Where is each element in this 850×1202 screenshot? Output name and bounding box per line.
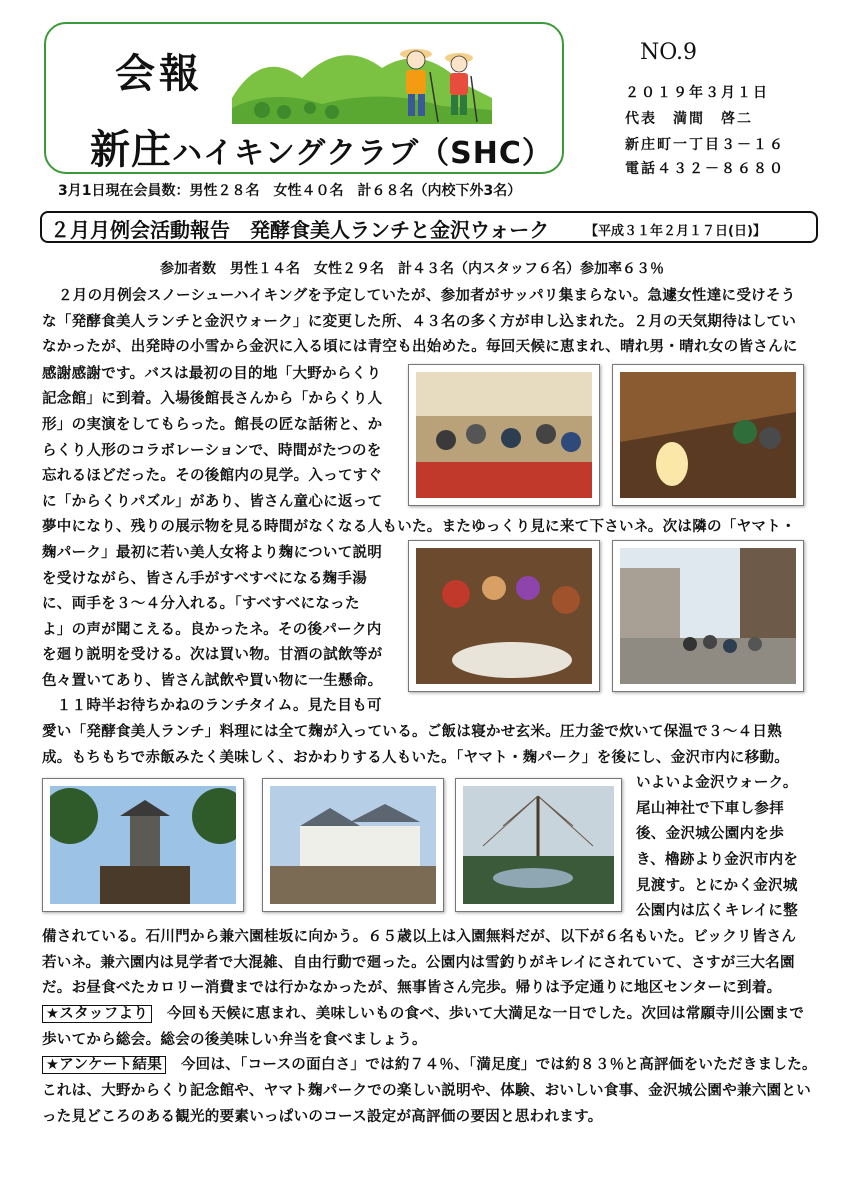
photo-koji-hand-bath [408,540,600,692]
body-line: 色々置いてあり、皆さん試飲や買い物に一生懸命。 [42,673,383,689]
body-line: いよいよ金沢ウォーク。 [636,775,798,791]
photo-oyama-shrine [42,778,244,912]
club-name-part: ハイキングクラブ（SHC） [172,136,553,171]
staff-text: 今回も天候に恵まれ、美味しいもの食べ、歩いて大満足な一日でした。次回は常願寺川公園まで [166,1006,805,1022]
body-line: 麹パーク」最初に若い美人女将より麹について説明 [42,545,383,561]
club-name [90,118,553,175]
address: 新庄町一丁目３－１６ [625,137,785,153]
report-title: ２月月例会活動報告 発酵食美人ランチと金沢ウォーク [50,218,550,242]
issue-number: NO.9 [640,40,697,65]
staff-text-2: 歩いてから総会。総会の後美味しい弁当を食べましょう。 [42,1032,427,1048]
report-date: 【平成３１年２月１７日(日)】 [585,224,766,239]
issue-date: ２０１９年３月１日 [625,85,769,101]
staff-comment [42,1002,804,1023]
body-line: に、両手を３～４分入れる。「すべすべになった [42,596,360,612]
photo-museum-interior [612,364,804,506]
survey-result [42,1053,817,1074]
hiking-mountains-illustration [232,38,492,124]
body-line: に「からくりパズル」があり、皆さん童心に返って [42,494,383,510]
body-line: 忘れるほどだった。その後館内の見学。入ってすぐ [42,468,383,484]
body-line: らくり人形のコラボレーションで、時間がたつのを [42,443,382,459]
body-line: 若いネ。兼六園内は見学者で大混雑、自由行動で廻った。公園内は雪釣りがキレイにされていて、さすが三大名園 [42,955,795,971]
body-line: 愛い「発酵食美人ランチ」料理には全て麹が入っている。ご飯は寝かせ玄米。圧力釜で炊いて保温で３～４日熟 [42,724,782,740]
photo-karakuri-museum [408,364,600,506]
body-line: 備されている。石川門から兼六園桂坂に向かう。６５歳以上は入園無料だが、以下が６名もいた。ビックリ皆さん [42,929,797,945]
body-line: を廻り説明を受ける。次は買い物。甘酒の試飲等が [42,647,383,663]
body-line: 夢中になり、残りの展示物を見る時間がなくなる人もいた。またゆっくり見に来て下さいネ。次は隣の「ヤマト・ [42,519,796,535]
member-count: 3月1日現在会員数：男性２８名 女性４０名 計６８名（内校下外3名） [58,183,522,199]
survey-text-2: これは、大野からくり記念館や、ヤマト麹パークでの楽しい説明や、体験、おいしい食事、金沢城公園や兼六園とい [42,1083,812,1099]
body-line: 形」の実演をしてもらった。館長の匠な話術と、か [42,417,383,433]
attendance: 参加者数 男性１４名 女性２９名 計４３名（内スタッフ６名）参加率６３％ [160,261,664,277]
photo-kanazawa-castle [262,778,444,912]
phone: 電話４３２－８６８０ [625,161,785,177]
body-line: を受けながら、皆さん手がすべすべになる麹手湯 [42,571,368,587]
body-line: 後、金沢城公園内を歩 [636,826,784,842]
body-line: 感謝感謝です。バスは最初の目的地「大野からくり [42,366,382,382]
survey-label: ★アンケート結果 [42,1056,166,1074]
body-line: １１時半お待ちかねのランチタイム。見た目も可 [42,698,382,714]
body-line: 成。もちもちで赤飯みたく美味しく、おかわりする人もいた。「ヤマト・麹パーク」を後にし、金沢市内に移動。 [42,750,790,766]
representative: 代表 満間 啓二 [625,111,753,127]
club-name-part: 新庄 [90,127,172,173]
survey-text: 今回は、「コースの面白さ」では約７４％、「満足度」では約８３％と高評価をいただきました。 [180,1057,817,1073]
body-line: 見渡す。とにかく金沢城 [636,878,798,894]
body-line: だ。お昼食べたカロリー消費までは行かなかったが、無事皆さん完歩。帰りは予定通りに地区センターに到着。 [42,980,782,996]
newsletter-title: 会報 [115,51,203,97]
body-line: ２月の月例会スノーシューハイキングを予定していたが、参加者がサッパリ集まらない。急遽女性達に受けそう [58,288,796,304]
body-line: 公園内は広くキレイに整 [636,903,798,919]
body-line: な「発酵食美人ランチと金沢ウォーク」に変更した所、４３名の多く方が申し込まれた。２月の天気期待はしてい [42,314,797,330]
body-line: き、櫓跡より金沢市内を [636,852,799,868]
survey-text-3: った見どころのある観光的要素いっぱいのコース設定が高評価の要因と思われます。 [42,1109,603,1125]
body-line: 尾山神社で下車し参拝 [636,801,784,817]
body-line: 記念館」に到着。入場後館長さんから「からくり人 [42,391,383,407]
body-line: よ」の声が聞こえる。良かったネ。その後パーク内 [42,622,382,638]
staff-label: ★スタッフより [42,1005,152,1023]
body-line: なかったが、出発時の小雪から金沢に入る頃には青空も出始めた。毎回天候に恵まれ、晴れ男・晴れ女の皆さんに [42,339,798,355]
photo-yamato-koji-park [612,540,804,692]
photo-kenrokuen-garden [455,778,622,912]
